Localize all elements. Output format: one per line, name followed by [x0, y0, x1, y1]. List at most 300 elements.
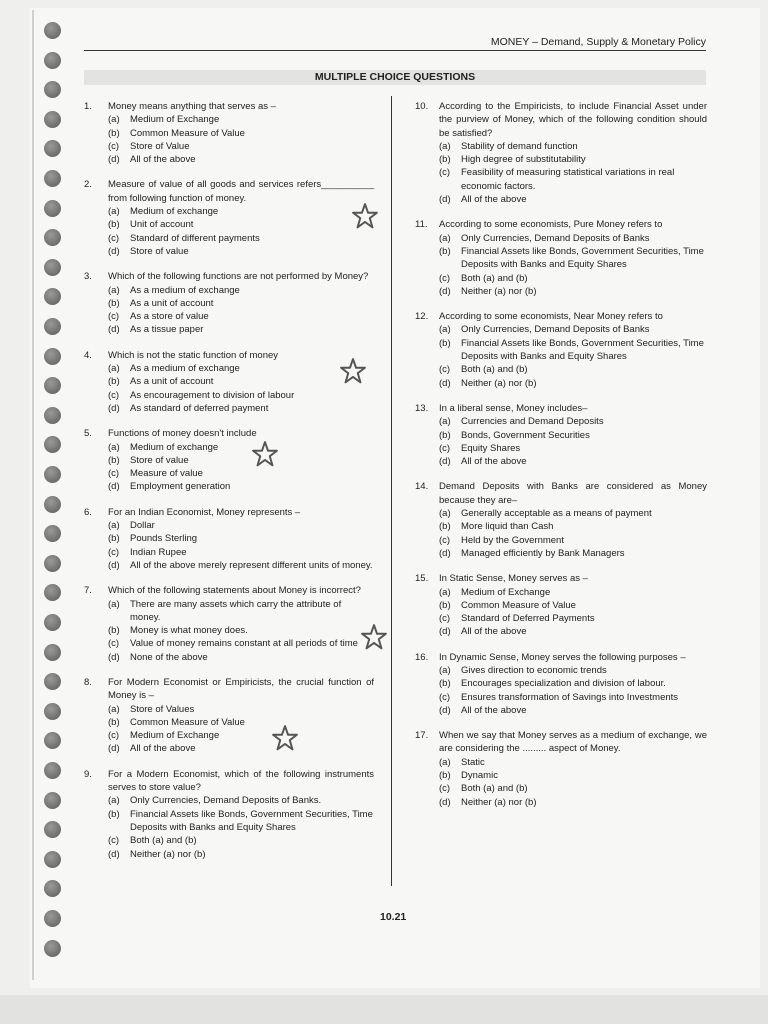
binder-hole: [44, 496, 61, 513]
binder-hole: [44, 732, 61, 749]
answer-option: [108, 389, 374, 402]
option-label: (c): [108, 638, 120, 650]
answer-option: [439, 377, 707, 390]
answer-option: [439, 534, 707, 547]
question-number: 2.: [84, 179, 92, 191]
option-label: (d): [439, 547, 451, 559]
answer-option: [439, 285, 707, 298]
column-divider: [391, 96, 392, 886]
answer-option: [108, 153, 374, 166]
option-label: (b): [439, 337, 451, 349]
option-text: More liquid than Cash: [461, 521, 554, 533]
option-label: (a): [108, 441, 120, 453]
option-text: Money is what money does.: [130, 625, 248, 637]
option-label: (d): [439, 704, 451, 716]
answer-option: [108, 637, 374, 650]
question-text: Functions of money doesn't include: [108, 428, 257, 440]
question-text: According to some economists, Pure Money refers to: [439, 219, 663, 231]
option-label: (b): [108, 127, 120, 139]
option-text: Financial Assets like Bonds, Government Securities, Time Deposits with Banks and Equity Shares: [130, 808, 373, 833]
option-text: All of the above merely represent different units of money.: [130, 559, 373, 571]
option-text: Only Currencies, Demand Deposits of Banks: [461, 324, 650, 336]
option-text: Neither (a) nor (b): [461, 377, 537, 389]
option-label: (b): [108, 625, 120, 637]
option-label: (a): [108, 703, 120, 715]
question: [84, 768, 374, 861]
answer-option: [439, 677, 707, 690]
answer-option: [108, 716, 374, 729]
question: [84, 178, 374, 258]
option-label: (a): [108, 114, 120, 126]
option-text: Medium of Exchange: [130, 114, 220, 126]
option-label: (c): [439, 534, 451, 546]
option-label: (a): [108, 598, 120, 610]
option-label: (d): [108, 481, 120, 493]
option-text: All of the above: [461, 626, 527, 638]
answer-option: [108, 624, 374, 637]
answer-option: [439, 245, 707, 272]
answer-option: [439, 193, 707, 206]
answer-option: [108, 519, 374, 532]
option-text: All of the above: [130, 154, 196, 166]
option-text: Ensures transformation of Savings into Investments: [461, 691, 679, 703]
binder-hole: [44, 851, 61, 868]
option-text: Financial Assets like Bonds, Government Securities, Time Deposits with Banks and Equity Shares: [461, 337, 704, 363]
binder-hole: [44, 288, 61, 305]
question: [415, 729, 707, 809]
question: [415, 218, 707, 298]
option-label: (a): [439, 324, 451, 336]
answer-option: [108, 297, 374, 310]
binder-hole: [44, 377, 61, 394]
option-text: Currencies and Demand Deposits: [461, 416, 604, 428]
answer-option: [108, 232, 374, 245]
binder-hole: [44, 407, 61, 424]
question-text: Which is not the static function of money: [108, 349, 279, 361]
question-text: Money means anything that serves as –: [108, 101, 276, 112]
answer-option: [439, 140, 707, 153]
option-text: Gives direction to economic trends: [461, 664, 607, 676]
option-text: As a unit of account: [130, 297, 214, 309]
option-text: Bonds, Government Securities: [461, 429, 590, 441]
question-number: 11.: [415, 219, 428, 231]
option-text: Common Measure of Value: [130, 716, 245, 728]
question-text: According to the Empiricists, to include Financial Asset under the purview of Money, which of the following condition should be satisfied?: [439, 101, 707, 139]
option-text: Generally acceptable as a means of payment: [461, 508, 652, 520]
answer-option: [108, 113, 374, 126]
answer-option: [439, 455, 707, 468]
option-text: As standard of deferred payment: [130, 402, 269, 414]
option-text: Equity Shares: [461, 442, 521, 454]
binder-hole: [44, 81, 61, 98]
option-text: As a store of value: [130, 311, 209, 323]
answer-option: [108, 559, 374, 572]
option-text: Medium of Exchange: [130, 730, 220, 742]
option-text: Only Currencies, Demand Deposits of Banks: [461, 232, 650, 244]
option-text: Dynamic: [461, 770, 498, 782]
binder-hole: [44, 52, 61, 69]
answer-option: [108, 598, 374, 625]
option-label: (b): [439, 678, 451, 690]
star-mark-q4: [340, 358, 366, 384]
answer-option: [108, 127, 374, 140]
option-label: (a): [108, 206, 120, 218]
binder-hole: [44, 111, 61, 128]
question-number: 12.: [415, 311, 429, 323]
option-text: Held by the Government: [461, 534, 564, 546]
option-text: None of the above: [130, 651, 208, 663]
option-text: Static: [461, 756, 485, 768]
option-text: Financial Assets like Bonds, Government Securities, Time Deposits with Banks and Equity Shares: [461, 245, 704, 271]
option-label: (d): [108, 154, 120, 166]
question: [84, 584, 374, 664]
option-text: Store of value: [130, 454, 189, 466]
option-text: Feasibility of measuring statistical variations in real economic factors.: [461, 167, 675, 192]
option-label: (a): [439, 508, 451, 520]
question-text: In Dynamic Sense, Money serves the following purposes –: [439, 651, 686, 663]
star-mark-q7: [361, 624, 387, 650]
answer-option: [439, 272, 707, 285]
answer-option: [439, 323, 707, 336]
option-label: (c): [439, 167, 451, 179]
answer-option: [108, 651, 374, 664]
answer-option: [108, 703, 374, 716]
option-label: (d): [108, 848, 120, 860]
binder-holes: [44, 22, 64, 982]
question-number: 10.: [415, 101, 429, 112]
option-text: All of the above: [461, 456, 527, 468]
binder-hole: [44, 703, 61, 720]
option-text: Standard of different payments: [130, 232, 260, 244]
answer-option: [439, 166, 707, 193]
option-label: (d): [439, 626, 451, 638]
option-label: (d): [108, 402, 120, 414]
option-text: Encourages specialization and division of labour.: [461, 678, 666, 690]
binder-hole: [44, 792, 61, 809]
option-text: As a unit of account: [130, 376, 214, 388]
question: [84, 427, 374, 493]
answer-option: [108, 808, 374, 835]
option-label: (c): [108, 468, 120, 480]
option-label: (c): [439, 272, 451, 284]
option-label: (b): [108, 533, 120, 545]
answer-option: [108, 218, 374, 231]
answer-option: [439, 782, 707, 795]
option-label: (d): [439, 796, 451, 808]
answer-option: [108, 729, 374, 742]
answer-option: [108, 323, 374, 336]
option-text: Stability of demand function: [461, 140, 578, 152]
option-text: Only Currencies, Demand Deposits of Banks.: [130, 795, 322, 807]
question-number: 5.: [84, 428, 92, 440]
question: [415, 310, 707, 390]
option-label: (c): [439, 783, 451, 795]
binder-hole: [44, 436, 61, 453]
option-label: (a): [108, 284, 120, 296]
option-text: Unit of account: [130, 219, 194, 231]
answer-option: [439, 625, 707, 638]
option-label: (c): [439, 364, 451, 376]
option-label: (a): [108, 363, 120, 375]
option-label: (b): [108, 808, 120, 820]
question-text: Measure of value of all goods and services refers__________ from following function of money.: [108, 179, 374, 204]
answer-option: [108, 362, 374, 375]
answer-option: [439, 599, 707, 612]
option-label: (b): [439, 429, 451, 441]
option-text: Store of value: [130, 245, 189, 257]
binder-hole: [44, 644, 61, 661]
option-label: (b): [439, 154, 451, 166]
binder-hole: [44, 170, 61, 187]
option-text: Medium of exchange: [130, 441, 219, 453]
option-label: (c): [108, 311, 120, 323]
answer-option: [439, 363, 707, 376]
question-number: 7.: [84, 585, 92, 597]
option-label: (d): [108, 743, 120, 755]
option-text: Neither (a) nor (b): [461, 796, 537, 808]
option-text: Pounds Sterling: [130, 533, 198, 545]
option-text: High degree of substitutability: [461, 154, 586, 166]
question-number: 17.: [415, 730, 429, 742]
binder-hole: [44, 614, 61, 631]
answer-option: [108, 546, 374, 559]
option-text: Indian Rupee: [130, 546, 187, 558]
binder-hole: [44, 555, 61, 572]
option-text: As a medium of exchange: [130, 363, 240, 375]
option-label: (a): [439, 140, 451, 152]
page-number: 10.21: [380, 911, 407, 923]
question-number: 13.: [415, 402, 429, 414]
option-text: As a tissue paper: [130, 324, 204, 336]
option-text: Both (a) and (b): [461, 783, 528, 795]
option-text: There are many assets which carry the attribute of money.: [130, 598, 342, 623]
option-label: (b): [439, 770, 451, 782]
answer-option: [439, 442, 707, 455]
answer-option: [108, 441, 374, 454]
answer-option: [439, 664, 707, 677]
option-label: (a): [439, 232, 451, 244]
answer-option: [439, 547, 707, 560]
answer-option: [439, 612, 707, 625]
answer-option: [108, 375, 374, 388]
option-label: (d): [439, 377, 451, 389]
option-label: (a): [439, 416, 451, 428]
binder-hole: [44, 673, 61, 690]
option-label: (d): [108, 651, 120, 663]
answer-option: [439, 769, 707, 782]
answer-option: [108, 742, 374, 755]
question-text: According to some economists, Near Money refers to: [439, 311, 663, 323]
option-text: Common Measure of Value: [130, 127, 245, 139]
answer-option: [439, 796, 707, 809]
question: [415, 651, 707, 717]
option-label: (b): [439, 599, 451, 611]
question-number: 4.: [84, 349, 92, 361]
binder-hole: [44, 200, 61, 217]
option-label: (d): [439, 456, 451, 468]
question-text: For an Indian Economist, Money represents –: [108, 506, 301, 518]
answer-option: [439, 337, 707, 364]
binder-hole: [44, 140, 61, 157]
option-label: (b): [108, 454, 120, 466]
question-number: 6.: [84, 506, 92, 518]
question-text: Demand Deposits with Banks are considered as Money because they are–: [439, 481, 707, 506]
question-number: 1.: [84, 101, 92, 112]
question-number: 14.: [415, 481, 429, 493]
question: [415, 572, 707, 638]
option-text: All of the above: [461, 194, 527, 206]
answer-option: [108, 140, 374, 153]
option-label: (b): [108, 376, 120, 388]
option-label: (c): [439, 442, 451, 454]
binder-hole: [44, 22, 61, 39]
answer-option: [439, 756, 707, 769]
question-number: 3.: [84, 271, 92, 283]
answer-option: [439, 415, 707, 428]
option-text: Standard of Deferred Payments: [461, 613, 595, 625]
binder-hole: [44, 318, 61, 335]
option-text: Neither (a) nor (b): [461, 285, 537, 297]
option-label: (d): [439, 194, 451, 206]
answer-option: [108, 284, 374, 297]
answer-option: [108, 834, 374, 847]
binder-edge: [32, 10, 34, 980]
option-label: (a): [439, 664, 451, 676]
binder-hole: [44, 584, 61, 601]
answer-option: [439, 153, 707, 166]
option-label: (b): [439, 245, 451, 257]
left-question-column: [84, 100, 374, 873]
option-text: All of the above: [461, 704, 527, 716]
option-label: (d): [108, 245, 120, 257]
option-label: (a): [108, 795, 120, 807]
binder-hole: [44, 229, 61, 246]
option-label: (b): [439, 521, 451, 533]
answer-option: [439, 704, 707, 717]
question-number: 15.: [415, 573, 429, 585]
option-text: All of the above: [130, 743, 196, 755]
question-text: In Static Sense, Money serves as –: [439, 573, 588, 585]
scan-bottom-strip: [0, 995, 768, 1024]
answer-option: [108, 532, 374, 545]
answer-option: [108, 480, 374, 493]
option-text: As a medium of exchange: [130, 284, 240, 296]
option-label: (b): [108, 716, 120, 728]
question: [415, 480, 707, 560]
answer-option: [439, 429, 707, 442]
binder-hole: [44, 259, 61, 276]
answer-option: [108, 848, 374, 861]
option-label: (a): [439, 756, 451, 768]
question: [84, 676, 374, 756]
running-header: MONEY – Demand, Supply & Monetary Policy: [84, 36, 706, 51]
question: [84, 349, 374, 415]
option-text: Neither (a) nor (b): [130, 848, 206, 860]
option-text: Common Measure of Value: [461, 599, 576, 611]
answer-option: [108, 454, 374, 467]
answer-option: [108, 402, 374, 415]
option-text: Managed efficiently by Bank Managers: [461, 547, 625, 559]
option-label: (c): [108, 730, 120, 742]
option-text: Both (a) and (b): [461, 272, 528, 284]
option-label: (d): [108, 559, 120, 571]
binder-hole: [44, 762, 61, 779]
option-text: Store of Value: [130, 140, 190, 152]
option-text: Employment generation: [130, 481, 231, 493]
binder-hole: [44, 940, 61, 957]
binder-hole: [44, 910, 61, 927]
binder-hole: [44, 880, 61, 897]
option-text: As encouragement to division of labour: [130, 389, 295, 401]
question-text: In a liberal sense, Money includes–: [439, 402, 588, 414]
answer-option: [108, 205, 374, 218]
star-mark-q2: [352, 203, 378, 229]
option-label: (b): [108, 219, 120, 231]
question-text: Which of the following functions are not performed by Money?: [108, 271, 369, 283]
question: [84, 100, 374, 166]
option-text: Both (a) and (b): [130, 835, 197, 847]
answer-option: [108, 310, 374, 323]
option-label: (c): [108, 835, 120, 847]
question-text: For a Modern Economist, which of the following instruments serves to store value?: [108, 768, 374, 794]
option-label: (c): [439, 691, 451, 703]
binder-hole: [44, 525, 61, 542]
option-label: (d): [439, 285, 451, 297]
question-number: 9.: [84, 768, 92, 780]
right-question-column: [415, 100, 707, 821]
star-mark-q5: [252, 441, 278, 467]
binder-hole: [44, 466, 61, 483]
answer-option: [439, 520, 707, 533]
question-text: Which of the following statements about Money is incorrect?: [108, 585, 361, 597]
option-text: Dollar: [130, 520, 155, 532]
section-title: MULTIPLE CHOICE QUESTIONS: [84, 70, 706, 85]
answer-option: [108, 467, 374, 480]
answer-option: [439, 232, 707, 245]
answer-option: [439, 586, 707, 599]
option-label: (a): [439, 586, 451, 598]
option-label: (a): [108, 520, 120, 532]
question-text: For Modern Economist or Empiricists, the crucial function of Money is –: [108, 676, 374, 702]
option-text: Value of money remains constant at all periods of time: [130, 638, 358, 650]
star-mark-q8: [272, 725, 298, 751]
option-text: Both (a) and (b): [461, 364, 528, 376]
option-label: (b): [108, 297, 120, 309]
answer-option: [439, 507, 707, 520]
question-number: 16.: [415, 651, 429, 663]
binder-hole: [44, 821, 61, 838]
answer-option: [439, 691, 707, 704]
option-label: (c): [108, 232, 120, 244]
question-text: When we say that Money serves as a medium of exchange, we are considering the ......... aspect of Money.: [439, 730, 707, 755]
question-number: 8.: [84, 676, 92, 688]
option-label: (c): [108, 140, 120, 152]
answer-option: [108, 245, 374, 258]
question: [84, 506, 374, 572]
option-text: Measure of value: [130, 468, 203, 480]
answer-option: [108, 794, 374, 807]
option-text: Store of Values: [130, 703, 195, 715]
option-label: (c): [439, 613, 451, 625]
option-label: (c): [108, 546, 120, 558]
question: [415, 402, 707, 468]
option-text: Medium of exchange: [130, 206, 219, 218]
option-label: (c): [108, 389, 120, 401]
question: [84, 270, 374, 336]
question: [415, 100, 707, 206]
option-label: (d): [108, 324, 120, 336]
binder-hole: [44, 348, 61, 365]
